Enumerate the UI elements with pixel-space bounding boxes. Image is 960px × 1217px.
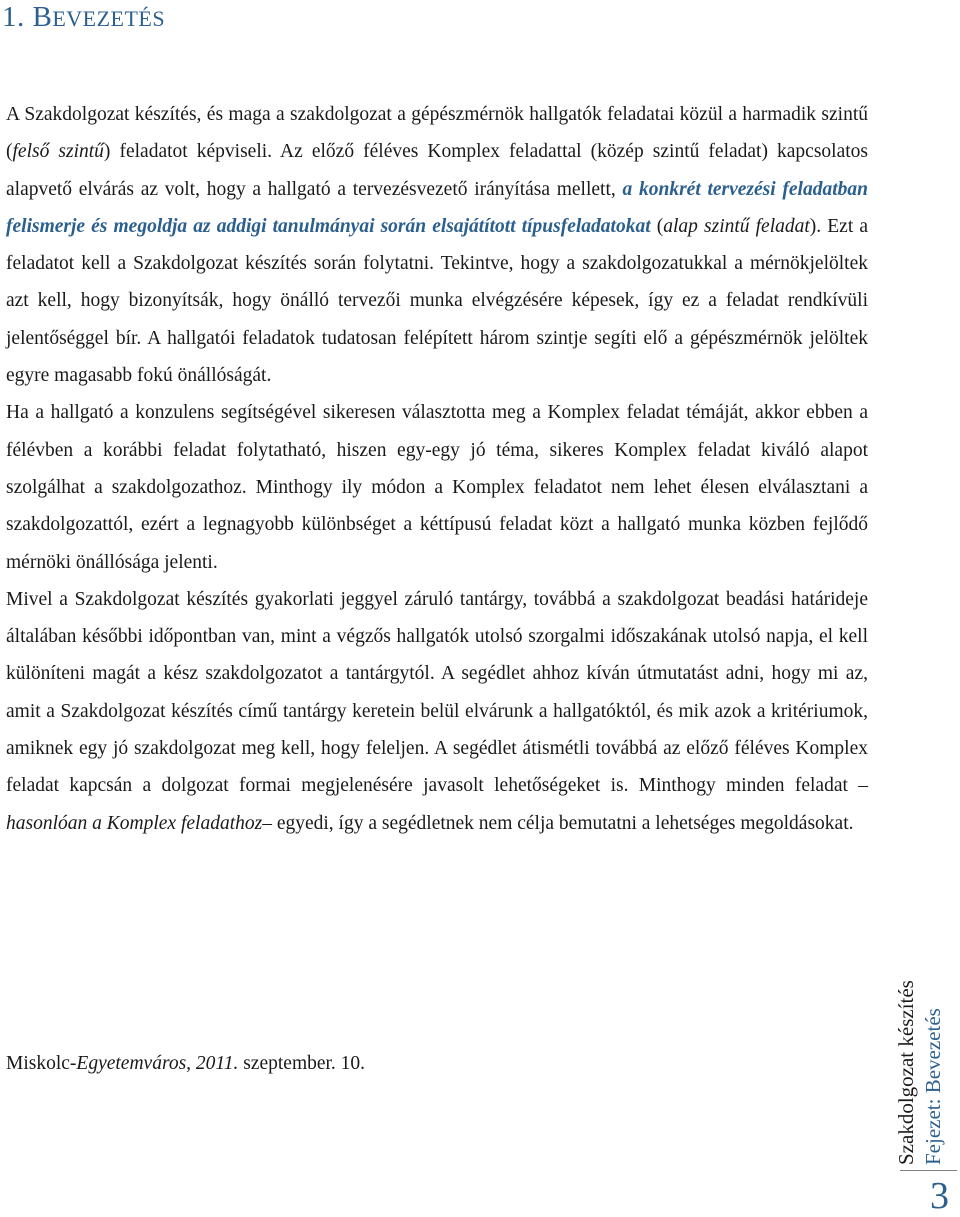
side-document-title: Szakdolgozat készítés xyxy=(894,980,918,1165)
paragraph-3 xyxy=(6,581,868,842)
dateline-place: Miskolc- xyxy=(6,1053,77,1074)
side-header-text xyxy=(893,980,947,1165)
chapter-heading xyxy=(2,0,165,36)
dateline-date: szeptember. 10. xyxy=(238,1053,366,1074)
text-segment: A Szakdolgozat készítés, és maga a szakdolgozat a gépészmérnök hallgatók feladatai közül a harmadik szintű ( xyxy=(6,104,868,163)
text-segment: ( xyxy=(650,215,664,237)
text-segment: Mivel a Szakdolgozat készítés gyakorlati jeggyel záruló tantárgy, továbbá a szakdolgozat beadási határideje általában későbbi időpontban van, mint a végzős hallgatók utolsó szorgalmi időszakának utolsó napja, el kell különíteni magát a kész szakdolgozatot a tantárgytól. A segédlet ahhoz kíván útmutatást adni, hogy mi az, amit a Szakdolgozat készítés című tantárgy keretein belül elvárunk a hallgatóktól, és mik azok a kritériumok, amiknek egy jó szakdolgozat meg kell, hogy feleljen. A segédlet átismétli továbbá az előző féléves Komplex feladat kapcsán a dolgozat formai megjelenésére javasolt lehetőségeket is. Minthogy minden feladat – xyxy=(6,588,868,797)
dateline xyxy=(6,1050,365,1078)
text-segment: ) feladatot képviseli. Az előző féléves Komplex feladattal (közép szintű feladat) kapcsolatos alapvető elvárás az volt, hogy a hallgató a tervezésvezető irányítása mellett, xyxy=(6,141,869,200)
text-segment-italic: hasonlóan a Komplex feladathoz xyxy=(6,812,263,834)
text-segment: – egyedi, így a segédletnek nem célja bemutatni a lehetséges megoldásokat. xyxy=(262,812,854,834)
dateline-place-italic: Egyetemváros, 2011. xyxy=(76,1053,239,1074)
chapter-number: 1. xyxy=(2,1,25,33)
text-segment: ). Ezt a feladatot kell a Szakdolgozat készítés során folytatni. Tekintve, hogy a szakdolgozatukkal a mérnökjelöltek azt kell, hogy bizonyítsák, hogy önálló tervezői munka elvégzésére képesek, így ez a feladat rendkívüli jelentőséggel bír. A hallgatói feladatok tudatosan felépített három szintje segíti elő a gépészmérnök jelöltek egyre magasabb fokú önállóságát. xyxy=(6,215,869,387)
paragraph-1 xyxy=(6,96,868,394)
text-segment-italic: alap szintű feladat xyxy=(663,215,810,237)
side-chapter-label: Fejezet: Bevezetés xyxy=(921,1008,945,1165)
chapter-title-rest: EVEZETÉS xyxy=(52,6,166,31)
chapter-title-initial: B xyxy=(32,1,53,33)
body-text xyxy=(6,96,868,842)
text-segment-italic: felső szintű xyxy=(12,141,104,163)
text-segment: Ha a hallgató a konzulens segítségével sikeresen választotta meg a Komplex feladat témáját, akkor ebben a félévben a korábbi feladat folytatható, hiszen egy-egy jó téma, sikeres Komplex feladat kiváló alapot szolgálhat a szakdolgozathoz. Minthogy ily módon a Komplex feladatot nem lehet élesen elválasztani a szakdolgozattól, ezért a legnagyobb különbséget a kéttípusú feladat közt a hallgató munka közben fejlődő mérnöki önállósága jelenti. xyxy=(6,402,868,573)
paragraph-2 xyxy=(6,394,868,580)
text-segment-emphasis: a konkrét tervezési feladatban felismerje és megoldja az addigi tanulmányai során elsajátított típusfeladatokat xyxy=(6,178,868,237)
side-divider xyxy=(900,1170,957,1171)
page-number: 3 xyxy=(930,1175,949,1217)
